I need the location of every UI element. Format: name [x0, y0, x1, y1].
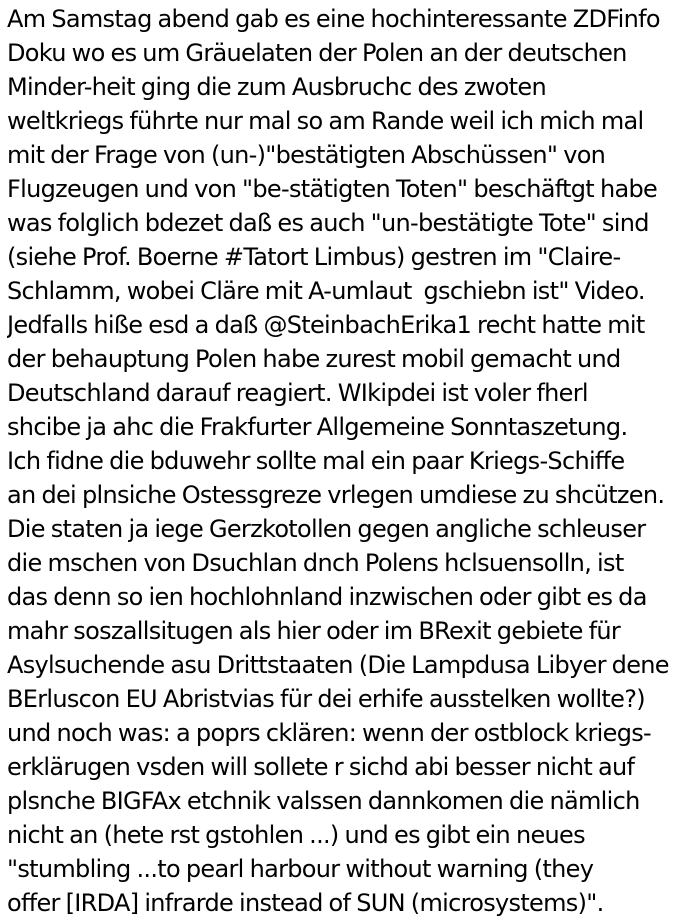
text-line-12: Deutschland darauf reagiert. WIkipdei ist voler fherl [7, 379, 588, 407]
text-line-26: "stumbling ...to pearl harbour without warning (they [7, 855, 594, 883]
text-line-23: erklärugen vsden will sollete r sichd abi besser nicht auf [7, 753, 635, 781]
text-line-1: Am Samstag abend gab es eine hochinteressante ZDFinfo [7, 5, 660, 33]
text-line-5: mit der Frage von (un-)"bestätigten Abschüssen" von [7, 141, 606, 169]
text-line-7: was folglich bdezet daß es auch "un-bestätigte Tote" sind [7, 209, 649, 237]
text-line-6: Flugzeugen und von "be-stätigten Toten" beschäftgt habe [7, 175, 658, 203]
text-line-20: Asylsuchende asu Drittstaaten (Die Lampdusa Libyer dene [7, 651, 669, 679]
text-line-11: der behauptung Polen habe zurest mobil gemacht und [7, 345, 621, 373]
text-line-13: shcibe ja ahc die Frakfurter Allgemeine Sonntaszetung. [7, 413, 628, 441]
text-line-21: BErluscon EU Abristvias für dei erhife ausstelken wollte?) [7, 685, 645, 713]
text-line-27: offer [IRDA] infrarde instead of SUN (microsystems)". [7, 889, 604, 917]
text-line-10: Jedfalls hiße esd a daß @SteinbachErika1 recht hatte mit [7, 311, 645, 339]
text-line-3: Minder-heit ging die zum Ausbruchc des zwoten [7, 73, 546, 101]
text-line-8: (siehe Prof. Boerne #Tatort Limbus) gestren im "Claire- [7, 243, 621, 271]
text-line-16: Die staten ja iege Gerzkotollen gegen angliche schleuser [7, 515, 646, 543]
text-line-25: nicht an (hete rst gstohlen ...) und es gibt ein neues [7, 821, 585, 849]
text-line-18: das denn so ien hochlohnland inzwischen oder gibt es da [7, 583, 647, 611]
text-line-19: mahr soszallsitugen als hier oder im BRexit gebiete für [7, 617, 621, 645]
text-line-15: an dei plnsiche Ostessgreze vrlegen umdiese zu shcützen. [7, 481, 665, 509]
text-line-22: und noch was: a poprs cklären: wenn der ostblock kriegs- [7, 719, 652, 747]
text-line-14: Ich fidne die bduwehr sollte mal ein paar Kriegs-Schiffe [7, 447, 625, 475]
text-line-17: die mschen von Dsuchlan dnch Polens hclsuensolln, ist [7, 549, 624, 577]
text-line-4: weltkriegs führte nur mal so am Rande weil ich mich mal [7, 107, 644, 135]
text-line-2: Doku wo es um Gräuelaten der Polen an der deutschen [7, 39, 627, 67]
text-line-24: plsnche BIGFAx etchnik valssen dannkomen die nämlich [7, 787, 640, 815]
text-line-9: Schlamm, wobei Cläre mit A-umlaut gschiebn ist" Video. [7, 277, 645, 305]
